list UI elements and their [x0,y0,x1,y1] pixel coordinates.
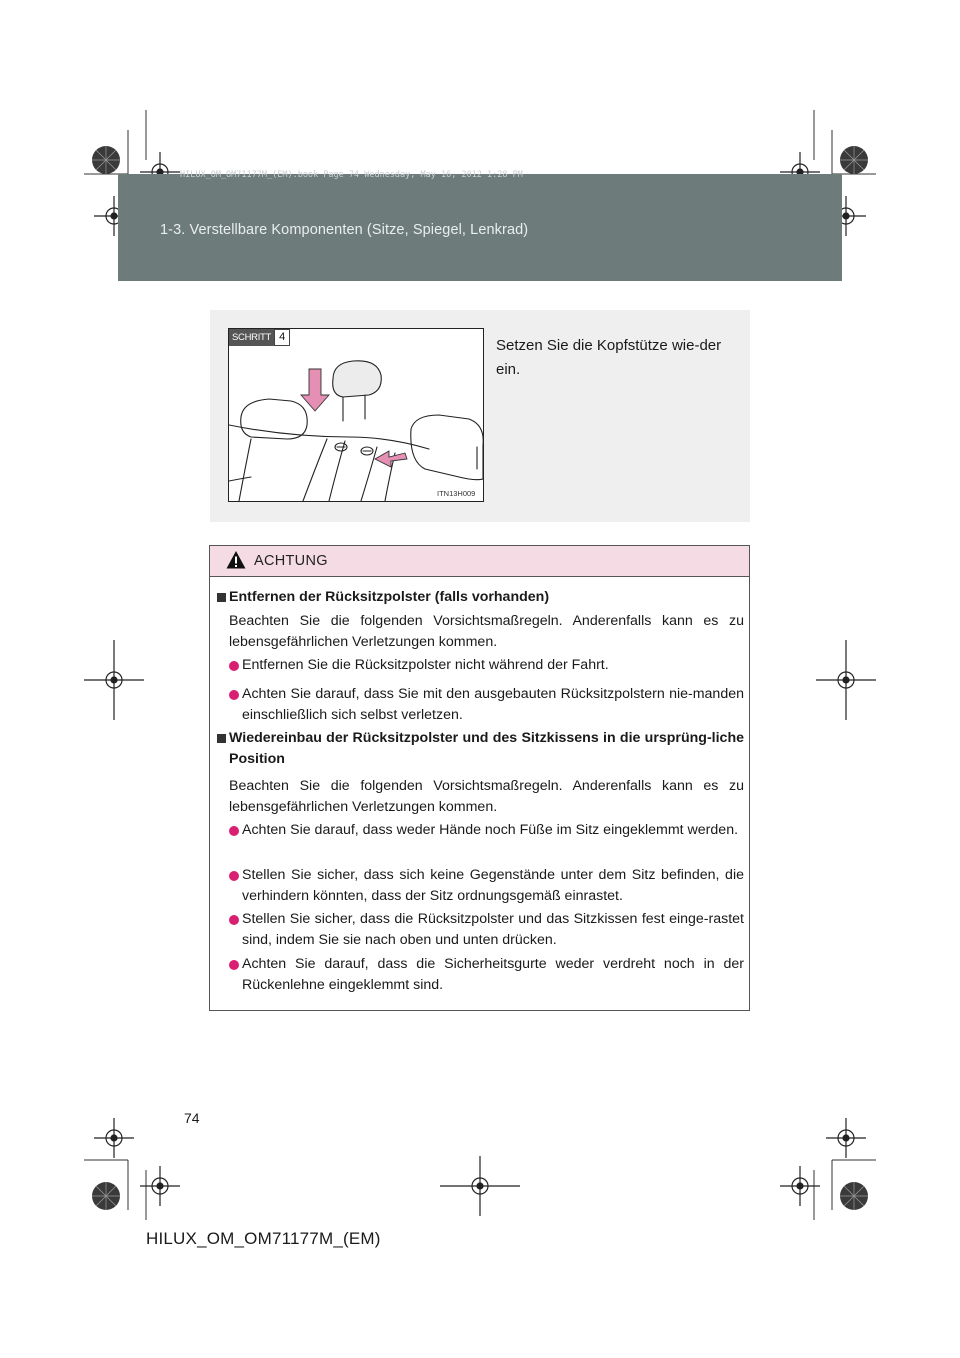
bullet-dot [229,661,239,671]
footer-document-id: HILUX_OM_OM71177M_(EM) [146,1229,381,1248]
section-heading: Wiedereinbau der Rücksitzpolster und des Sitzkissens in die ursprüng-liche Position [229,730,744,767]
step-label: SCHRITT [229,329,274,346]
bullet-dot [229,826,239,836]
step-illustration [228,328,484,502]
section-intro: Beachten Sie die folgenden Vorsichtsmaßregeln. Anderenfalls kann es zu lebensgefährlichen Verletzungen kommen. [229,613,744,650]
section-square-bullet [217,593,226,602]
section-intro: Beachten Sie die folgenden Vorsichtsmaßregeln. Anderenfalls kann es zu lebensgefährlichen Verletzungen kommen. [229,778,744,815]
step-instruction: Setzen Sie die Kopfstütze wie-der ein. [496,337,722,378]
warning-title: ACHTUNG [254,553,328,569]
bullet-text: Achten Sie darauf, dass die Sicherheitsgurte weder verdreht noch in der Rückenlehne eingeklemmt sind. [242,956,744,993]
headrest-illustration [229,329,483,501]
section-title: 1-3. Verstellbare Komponenten (Sitze, Spiegel, Lenkrad) [160,222,529,238]
step-badge [229,329,290,346]
bullet-text: Achten Sie darauf, dass Sie mit den ausgebauten Rücksitzpolstern nie-manden einschließlich sich selbst verletzen. [242,686,744,723]
bullet-dot [229,871,239,881]
step-number: 4 [274,329,290,346]
page-number: 74 [184,1110,200,1126]
section-square-bullet [217,734,226,743]
illustration-code: ITN13H009 [437,489,476,498]
bullet-dot [229,960,239,970]
bullet-text: Entfernen Sie die Rücksitzpolster nicht während der Fahrt. [242,657,609,673]
bullet-dot [229,915,239,925]
warning-triangle-icon [226,550,246,570]
bullet-text: Achten Sie darauf, dass weder Hände noch Füße im Sitz eingeklemmt werden. [242,822,739,838]
bullet-dot [229,690,239,700]
bullet-text: Stellen Sie sicher, dass die Rücksitzpolster und das Sitzkissen fest einge-rastet sind, indem Sie sie nach oben und unten drücken. [242,911,744,948]
section-heading: Entfernen der Rücksitzpolster (falls vorhanden) [229,589,550,605]
book-info-line: HILUX_OM_OM71177M_(EM).book Page 74 Wednesday, May 16, 2012 1:28 PM [180,170,523,180]
bullet-text: Stellen Sie sicher, dass sich keine Gegenstände unter dem Sitz befinden, die verhindern könnten, dass der Sitz ordnungsgemäß einrastet. [242,867,744,904]
